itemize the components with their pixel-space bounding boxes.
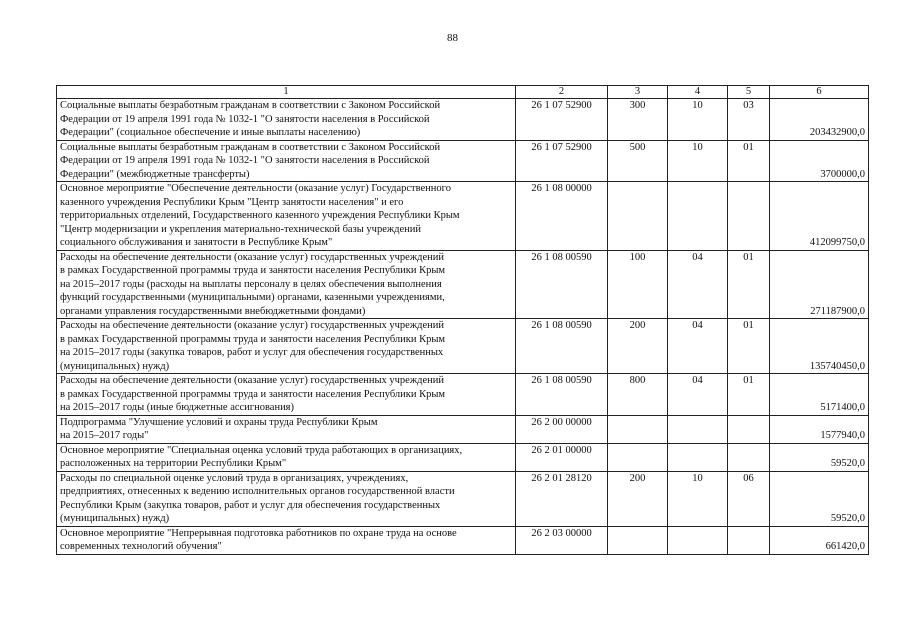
section-code: 10 <box>668 140 728 182</box>
classification-code: 26 2 03 00000 <box>516 526 608 554</box>
expense-type-code: 200 <box>608 471 668 526</box>
section-code <box>668 415 728 443</box>
section-code: 04 <box>668 250 728 319</box>
description-line: Подпрограмма "Улучшение условий и охраны труда Республики Крым <box>60 416 378 428</box>
row-description <box>57 140 516 182</box>
subsection-code: 03 <box>728 99 770 141</box>
row-description <box>57 443 516 471</box>
description-line: казенного учреждения Республики Крым "Центр занятости населения" и его <box>60 196 404 208</box>
description-line: Социальные выплаты безработным гражданам в соответствии с Законом Российской <box>60 141 441 153</box>
classification-code: 26 1 07 52900 <box>516 99 608 141</box>
table-row <box>57 250 869 319</box>
amount: 5171400,0 <box>770 374 869 416</box>
description-line: Социальные выплаты безработным гражданам в соответствии с Законом Российской <box>60 100 441 111</box>
page-number: 88 <box>447 32 458 44</box>
row-description <box>57 99 516 141</box>
classification-code: 26 2 00 00000 <box>516 415 608 443</box>
description-line: социального обслуживания и занятости в Республике Крым" <box>60 237 333 248</box>
expense-type-code <box>608 415 668 443</box>
column-header-2: 2 <box>516 86 608 99</box>
row-description <box>57 319 516 374</box>
amount: 135740450,0 <box>770 319 869 374</box>
section-code: 10 <box>668 99 728 141</box>
table-row <box>57 140 869 182</box>
description-line: территориальных отделений, Государственного казенного учреждения Республики Крым <box>60 210 460 221</box>
description-line: "Центр модернизации и укрепления материально-технической базы учреждений <box>60 223 421 235</box>
subsection-code: 01 <box>728 319 770 374</box>
row-description <box>57 182 516 251</box>
section-code: 04 <box>668 374 728 416</box>
column-header-1: 1 <box>57 86 516 99</box>
subsection-code: 01 <box>728 374 770 416</box>
description-line: расположенных на территории Республики Крым" <box>60 458 287 469</box>
column-header-4: 4 <box>668 86 728 99</box>
description-line: Расходы на обеспечение деятельности (оказание услуг) государственных учреждений <box>60 251 444 263</box>
column-header-6: 6 <box>770 86 869 99</box>
subsection-code <box>728 526 770 554</box>
classification-code: 26 1 08 00000 <box>516 182 608 251</box>
expense-type-code: 300 <box>608 99 668 141</box>
column-header-3: 3 <box>608 86 668 99</box>
row-description <box>57 526 516 554</box>
budget-table <box>56 85 869 555</box>
description-line: предприятиях, отнесенных к ведению исполнительных органов государственной власти <box>60 486 455 497</box>
description-line: современных технологий обучения" <box>60 541 222 552</box>
description-line: Федерации от 19 апреля 1991 года № 1032-1 "О занятости населения в Российской <box>60 155 430 166</box>
subsection-code: 01 <box>728 250 770 319</box>
amount: 661420,0 <box>770 526 869 554</box>
description-line: на 2015–2017 годы (иные бюджетные ассигнования) <box>60 402 295 413</box>
table-row <box>57 182 869 251</box>
table-row <box>57 99 869 141</box>
description-line: органами управления государственными внебюджетными фондами) <box>60 305 366 317</box>
table-row <box>57 374 869 416</box>
table-row <box>57 526 869 554</box>
section-code <box>668 526 728 554</box>
description-line: Расходы на обеспечение деятельности (оказание услуг) государственных учреждений <box>60 375 444 386</box>
classification-code: 26 2 01 00000 <box>516 443 608 471</box>
section-code: 10 <box>668 471 728 526</box>
classification-code: 26 1 08 00590 <box>516 374 608 416</box>
column-header-5: 5 <box>728 86 770 99</box>
amount: 59520,0 <box>770 443 869 471</box>
row-description <box>57 250 516 319</box>
table-body <box>57 99 869 555</box>
classification-code: 26 1 08 00590 <box>516 250 608 319</box>
subsection-code: 01 <box>728 140 770 182</box>
expense-type-code: 800 <box>608 374 668 416</box>
description-line: (муниципальных) нужд) <box>60 360 170 372</box>
amount: 59520,0 <box>770 471 869 526</box>
expense-type-code <box>608 526 668 554</box>
section-code: 04 <box>668 319 728 374</box>
description-line: Расходы по специальной оценке условий труда в организациях, учреждениях, <box>60 472 409 484</box>
table-row <box>57 471 869 526</box>
expense-type-code: 200 <box>608 319 668 374</box>
subsection-code <box>728 182 770 251</box>
table-header-row <box>57 86 869 99</box>
classification-code: 26 1 07 52900 <box>516 140 608 182</box>
description-line: Основное мероприятие "Непрерывная подготовка работников по охране труда на основе <box>60 527 457 539</box>
amount: 203432900,0 <box>770 99 869 141</box>
amount: 412099750,0 <box>770 182 869 251</box>
description-line: в рамках Государственной программы труда и занятости населения Республики Крым <box>60 388 446 400</box>
description-line: Расходы на обеспечение деятельности (оказание услуг) государственных учреждений <box>60 320 444 331</box>
description-line: Основное мероприятие "Обеспечение деятельности (оказание услуг) Государственного <box>60 183 451 194</box>
description-line: (муниципальных) нужд) <box>60 513 170 524</box>
description-line: Республики Крым (закупка товаров, работ и услуг для обеспечения государственных <box>60 499 441 511</box>
expense-type-code: 500 <box>608 140 668 182</box>
table-row <box>57 319 869 374</box>
row-description <box>57 374 516 416</box>
description-line: в рамках Государственной программы труда и занятости населения Республики Крым <box>60 333 446 345</box>
description-line: Федерации" (социальное обеспечение и иные выплаты населению) <box>60 127 361 138</box>
expense-type-code <box>608 182 668 251</box>
classification-code: 26 2 01 28120 <box>516 471 608 526</box>
subsection-code: 06 <box>728 471 770 526</box>
table-row <box>57 443 869 471</box>
subsection-code <box>728 443 770 471</box>
section-code <box>668 443 728 471</box>
description-line: на 2015–2017 годы" <box>60 430 149 441</box>
row-description <box>57 471 516 526</box>
description-line: Федерации" (межбюджетные трансферты) <box>60 168 250 180</box>
description-line: на 2015–2017 годы (закупка товаров, работ и услуг для обеспечения государственных <box>60 347 444 358</box>
expense-type-code <box>608 443 668 471</box>
amount: 1577940,0 <box>770 415 869 443</box>
table-row <box>57 415 869 443</box>
description-line: Основное мероприятие "Специальная оценка условий труда работающих в организациях, <box>60 444 463 456</box>
description-line: в рамках Государственной программы труда и занятости населения Республики Крым <box>60 265 446 276</box>
description-line: на 2015–2017 годы (расходы на выплаты персоналу в целях обеспечения выполнения <box>60 278 442 290</box>
row-description <box>57 415 516 443</box>
subsection-code <box>728 415 770 443</box>
classification-code: 26 1 08 00590 <box>516 319 608 374</box>
description-line: функций государственными (муниципальными) органами, казенными учреждениями, <box>60 292 445 303</box>
amount: 271187900,0 <box>770 250 869 319</box>
section-code <box>668 182 728 251</box>
amount: 3700000,0 <box>770 140 869 182</box>
expense-type-code: 100 <box>608 250 668 319</box>
description-line: Федерации от 19 апреля 1991 года № 1032-1 "О занятости населения в Российской <box>60 113 430 125</box>
